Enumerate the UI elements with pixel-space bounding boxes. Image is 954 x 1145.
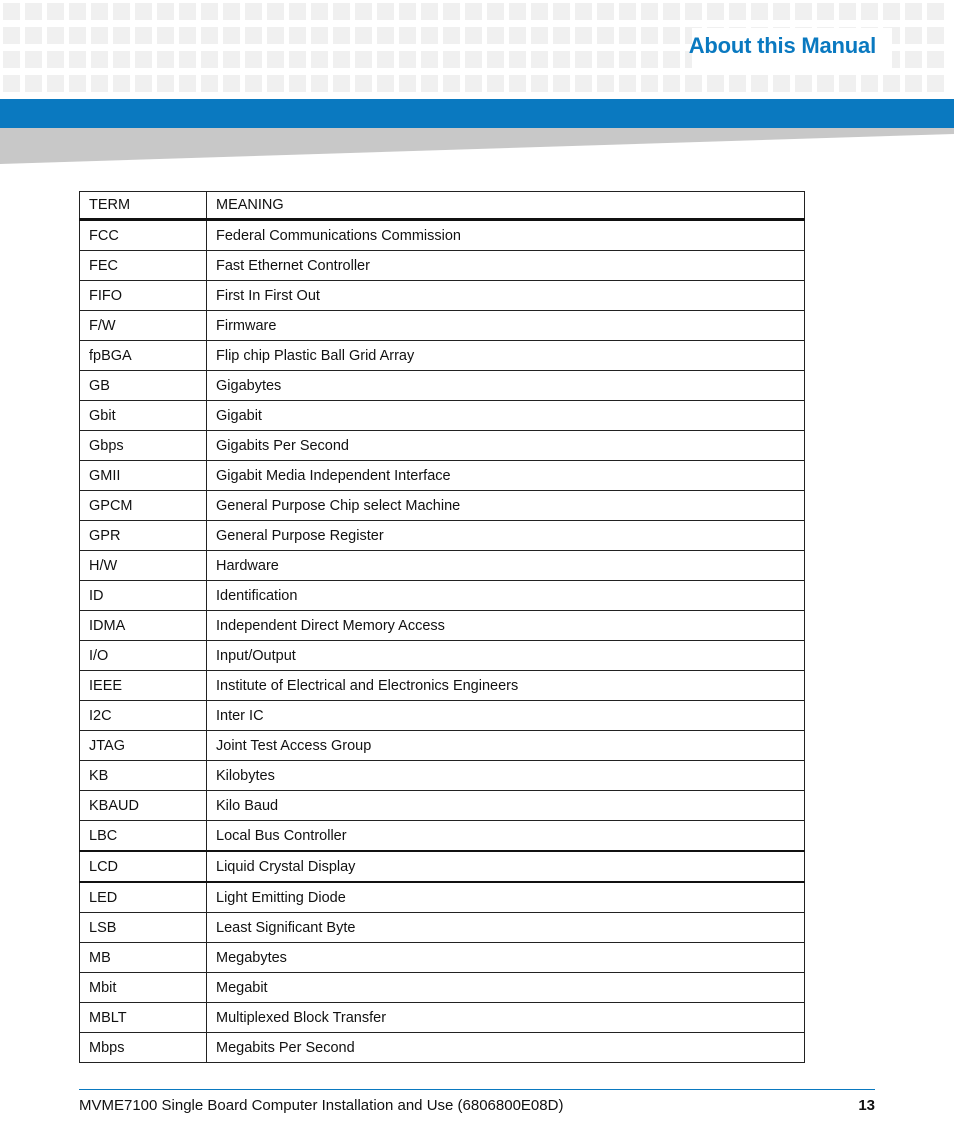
pattern-square <box>399 27 416 44</box>
meaning-cell: Liquid Crystal Display <box>207 851 805 882</box>
pattern-square <box>509 51 526 68</box>
header-blue-band <box>0 99 954 128</box>
pattern-square <box>267 3 284 20</box>
pattern-square <box>157 3 174 20</box>
pattern-square <box>333 75 350 92</box>
pattern-square <box>927 27 944 44</box>
pattern-square <box>311 27 328 44</box>
table-row <box>80 521 805 551</box>
pattern-square <box>883 75 900 92</box>
pattern-square <box>905 27 922 44</box>
term-cell: KBAUD <box>80 791 207 821</box>
table-row <box>80 701 805 731</box>
pattern-square <box>91 51 108 68</box>
pattern-square <box>795 75 812 92</box>
meaning-cell: Gigabits Per Second <box>207 431 805 461</box>
table-row <box>80 913 805 943</box>
term-cell: KB <box>80 761 207 791</box>
pattern-square <box>509 27 526 44</box>
term-cell: LSB <box>80 913 207 943</box>
pattern-square <box>311 3 328 20</box>
table-row <box>80 371 805 401</box>
pattern-square <box>773 3 790 20</box>
term-cell: LBC <box>80 821 207 852</box>
pattern-square <box>157 51 174 68</box>
pattern-square <box>619 27 636 44</box>
pattern-square <box>421 3 438 20</box>
table-row <box>80 551 805 581</box>
pattern-square <box>641 51 658 68</box>
meaning-cell: General Purpose Register <box>207 521 805 551</box>
pattern-square <box>25 75 42 92</box>
pattern-square <box>663 3 680 20</box>
meaning-cell: Gigabit <box>207 401 805 431</box>
term-cell: Mbit <box>80 973 207 1003</box>
meaning-cell: Joint Test Access Group <box>207 731 805 761</box>
term-cell: I/O <box>80 641 207 671</box>
pattern-square <box>663 27 680 44</box>
pattern-square <box>575 3 592 20</box>
table-row <box>80 341 805 371</box>
pattern-square <box>47 3 64 20</box>
term-cell: LCD <box>80 851 207 882</box>
pattern-square <box>113 3 130 20</box>
pattern-square <box>69 75 86 92</box>
meaning-cell: Megabits Per Second <box>207 1033 805 1063</box>
pattern-square <box>883 3 900 20</box>
table-row <box>80 791 805 821</box>
header-gray-wedge <box>0 128 954 164</box>
table-row <box>80 943 805 973</box>
pattern-square <box>553 51 570 68</box>
meaning-cell: Institute of Electrical and Electronics Engineers <box>207 671 805 701</box>
pattern-square <box>465 27 482 44</box>
pattern-square <box>179 51 196 68</box>
pattern-square <box>597 51 614 68</box>
pattern-square <box>91 75 108 92</box>
pattern-square <box>619 75 636 92</box>
pattern-square <box>157 75 174 92</box>
pattern-square <box>3 51 20 68</box>
pattern-square <box>487 27 504 44</box>
pattern-square <box>69 27 86 44</box>
term-cell: ID <box>80 581 207 611</box>
pattern-square <box>531 27 548 44</box>
term-cell: Gbps <box>80 431 207 461</box>
term-cell: GPR <box>80 521 207 551</box>
term-cell: LED <box>80 882 207 913</box>
pattern-square <box>201 75 218 92</box>
pattern-square <box>465 51 482 68</box>
pattern-square <box>399 75 416 92</box>
pattern-square <box>685 3 702 20</box>
pattern-square <box>355 27 372 44</box>
meaning-cell: Inter IC <box>207 701 805 731</box>
term-cell: I2C <box>80 701 207 731</box>
pattern-square <box>553 75 570 92</box>
pattern-square <box>795 3 812 20</box>
table-row <box>80 581 805 611</box>
pattern-square <box>751 3 768 20</box>
section-title: About this Manual <box>688 33 876 58</box>
pattern-square <box>531 51 548 68</box>
term-cell: MBLT <box>80 1003 207 1033</box>
pattern-square <box>575 51 592 68</box>
meaning-cell: Kilobytes <box>207 761 805 791</box>
pattern-square <box>443 3 460 20</box>
pattern-square <box>245 3 262 20</box>
pattern-square <box>641 75 658 92</box>
term-cell: JTAG <box>80 731 207 761</box>
pattern-square <box>839 75 856 92</box>
table-row <box>80 431 805 461</box>
pattern-square <box>663 51 680 68</box>
pattern-square <box>267 27 284 44</box>
pattern-square <box>355 75 372 92</box>
pattern-square <box>399 3 416 20</box>
pattern-square <box>157 27 174 44</box>
pattern-square <box>399 51 416 68</box>
pattern-square <box>113 51 130 68</box>
pattern-square <box>421 51 438 68</box>
pattern-square <box>531 3 548 20</box>
pattern-square <box>47 27 64 44</box>
pattern-square <box>267 51 284 68</box>
meaning-cell: Identification <box>207 581 805 611</box>
table-row <box>80 251 805 281</box>
term-cell: MB <box>80 943 207 973</box>
term-cell: Mbps <box>80 1033 207 1063</box>
table-row <box>80 851 805 882</box>
table-body <box>80 220 805 1063</box>
pattern-square <box>311 51 328 68</box>
table-row <box>80 882 805 913</box>
pattern-square <box>597 27 614 44</box>
meaning-cell: Local Bus Controller <box>207 821 805 852</box>
pattern-square <box>223 75 240 92</box>
pattern-square <box>179 27 196 44</box>
term-cell: GPCM <box>80 491 207 521</box>
pattern-square <box>487 3 504 20</box>
pattern-square <box>751 75 768 92</box>
term-cell: GB <box>80 371 207 401</box>
pattern-square <box>245 27 262 44</box>
pattern-square <box>245 75 262 92</box>
pattern-square <box>905 51 922 68</box>
pattern-square <box>861 3 878 20</box>
meaning-cell: Firmware <box>207 311 805 341</box>
meaning-cell: Multiplexed Block Transfer <box>207 1003 805 1033</box>
pattern-square <box>465 75 482 92</box>
pattern-square <box>487 75 504 92</box>
table-row <box>80 220 805 251</box>
pattern-square <box>135 27 152 44</box>
term-cell: FEC <box>80 251 207 281</box>
pattern-square <box>135 51 152 68</box>
meaning-cell: Input/Output <box>207 641 805 671</box>
pattern-square <box>3 27 20 44</box>
pattern-square <box>25 27 42 44</box>
pattern-square <box>509 3 526 20</box>
pattern-square <box>861 75 878 92</box>
meaning-cell: Gigabytes <box>207 371 805 401</box>
table-row <box>80 731 805 761</box>
table-row <box>80 401 805 431</box>
table-row <box>80 821 805 852</box>
meaning-cell: Federal Communications Commission <box>207 220 805 251</box>
pattern-square <box>531 75 548 92</box>
pattern-square <box>817 75 834 92</box>
pattern-square <box>839 3 856 20</box>
pattern-square <box>201 51 218 68</box>
pattern-square <box>91 3 108 20</box>
meaning-cell: General Purpose Chip select Machine <box>207 491 805 521</box>
pattern-square <box>223 27 240 44</box>
pattern-square <box>69 3 86 20</box>
column-header-meaning: MEANING <box>207 192 805 220</box>
pattern-square <box>443 27 460 44</box>
pattern-square <box>707 3 724 20</box>
meaning-cell: Kilo Baud <box>207 791 805 821</box>
pattern-square <box>553 3 570 20</box>
footer-rule <box>79 1089 875 1090</box>
pattern-square <box>289 75 306 92</box>
table-row <box>80 491 805 521</box>
pattern-square <box>729 3 746 20</box>
pattern-square <box>113 75 130 92</box>
pattern-square <box>641 3 658 20</box>
pattern-square <box>69 51 86 68</box>
term-cell: FCC <box>80 220 207 251</box>
term-cell: fpBGA <box>80 341 207 371</box>
meaning-cell: Flip chip Plastic Ball Grid Array <box>207 341 805 371</box>
pattern-square <box>663 75 680 92</box>
pattern-square <box>201 3 218 20</box>
term-cell: Gbit <box>80 401 207 431</box>
footer-document-title: MVME7100 Single Board Computer Installation and Use (6806800E08D) <box>79 1097 564 1114</box>
pattern-square <box>927 3 944 20</box>
table-header-row <box>80 192 805 220</box>
pattern-square <box>223 51 240 68</box>
column-header-term: TERM <box>80 192 207 220</box>
pattern-square <box>333 3 350 20</box>
pattern-square <box>245 51 262 68</box>
table-row <box>80 1003 805 1033</box>
term-cell: F/W <box>80 311 207 341</box>
pattern-square <box>25 3 42 20</box>
pattern-square <box>333 51 350 68</box>
table-row <box>80 671 805 701</box>
pattern-square <box>685 75 702 92</box>
table-row <box>80 611 805 641</box>
pattern-square <box>927 51 944 68</box>
meaning-cell: Megabytes <box>207 943 805 973</box>
pattern-square <box>773 75 790 92</box>
pattern-square <box>91 27 108 44</box>
pattern-square <box>707 75 724 92</box>
pattern-square <box>443 51 460 68</box>
pattern-square <box>421 27 438 44</box>
pattern-square <box>47 75 64 92</box>
pattern-square <box>25 51 42 68</box>
pattern-square <box>641 27 658 44</box>
term-cell: H/W <box>80 551 207 581</box>
pattern-square <box>223 3 240 20</box>
meaning-cell: Least Significant Byte <box>207 913 805 943</box>
pattern-square <box>597 3 614 20</box>
pattern-square <box>3 3 20 20</box>
pattern-square <box>47 51 64 68</box>
pattern-square <box>377 75 394 92</box>
pattern-square <box>817 3 834 20</box>
pattern-square <box>729 75 746 92</box>
pattern-square <box>575 75 592 92</box>
meaning-cell: Megabit <box>207 973 805 1003</box>
pattern-square <box>619 51 636 68</box>
meaning-cell: First In First Out <box>207 281 805 311</box>
pattern-square <box>377 27 394 44</box>
table-row <box>80 1033 805 1063</box>
pattern-square <box>509 75 526 92</box>
page-number: 13 <box>858 1097 875 1114</box>
term-cell: IEEE <box>80 671 207 701</box>
pattern-square <box>333 27 350 44</box>
pattern-square <box>377 51 394 68</box>
table-row <box>80 973 805 1003</box>
pattern-square <box>355 51 372 68</box>
table-row <box>80 641 805 671</box>
pattern-square <box>377 3 394 20</box>
term-cell: IDMA <box>80 611 207 641</box>
pattern-square <box>927 75 944 92</box>
table-row <box>80 281 805 311</box>
pattern-square <box>201 27 218 44</box>
pattern-square <box>443 75 460 92</box>
pattern-square <box>289 3 306 20</box>
pattern-square <box>905 3 922 20</box>
term-cell: FIFO <box>80 281 207 311</box>
pattern-square <box>355 3 372 20</box>
meaning-cell: Independent Direct Memory Access <box>207 611 805 641</box>
pattern-square <box>135 75 152 92</box>
pattern-square <box>289 51 306 68</box>
pattern-square <box>135 3 152 20</box>
meaning-cell: Gigabit Media Independent Interface <box>207 461 805 491</box>
pattern-square <box>113 27 130 44</box>
table-row <box>80 311 805 341</box>
pattern-square <box>421 75 438 92</box>
meaning-cell: Light Emitting Diode <box>207 882 805 913</box>
meaning-cell: Fast Ethernet Controller <box>207 251 805 281</box>
meaning-cell: Hardware <box>207 551 805 581</box>
pattern-square <box>311 75 328 92</box>
pattern-square <box>289 27 306 44</box>
pattern-square <box>553 27 570 44</box>
table-row <box>80 761 805 791</box>
glossary-table <box>79 191 805 1063</box>
pattern-square <box>619 3 636 20</box>
pattern-square <box>3 75 20 92</box>
pattern-square <box>597 75 614 92</box>
pattern-square <box>487 51 504 68</box>
table-row <box>80 461 805 491</box>
pattern-square <box>905 75 922 92</box>
pattern-square <box>179 75 196 92</box>
pattern-square <box>267 75 284 92</box>
pattern-square <box>575 27 592 44</box>
term-cell: GMII <box>80 461 207 491</box>
pattern-square <box>465 3 482 20</box>
pattern-square <box>179 3 196 20</box>
